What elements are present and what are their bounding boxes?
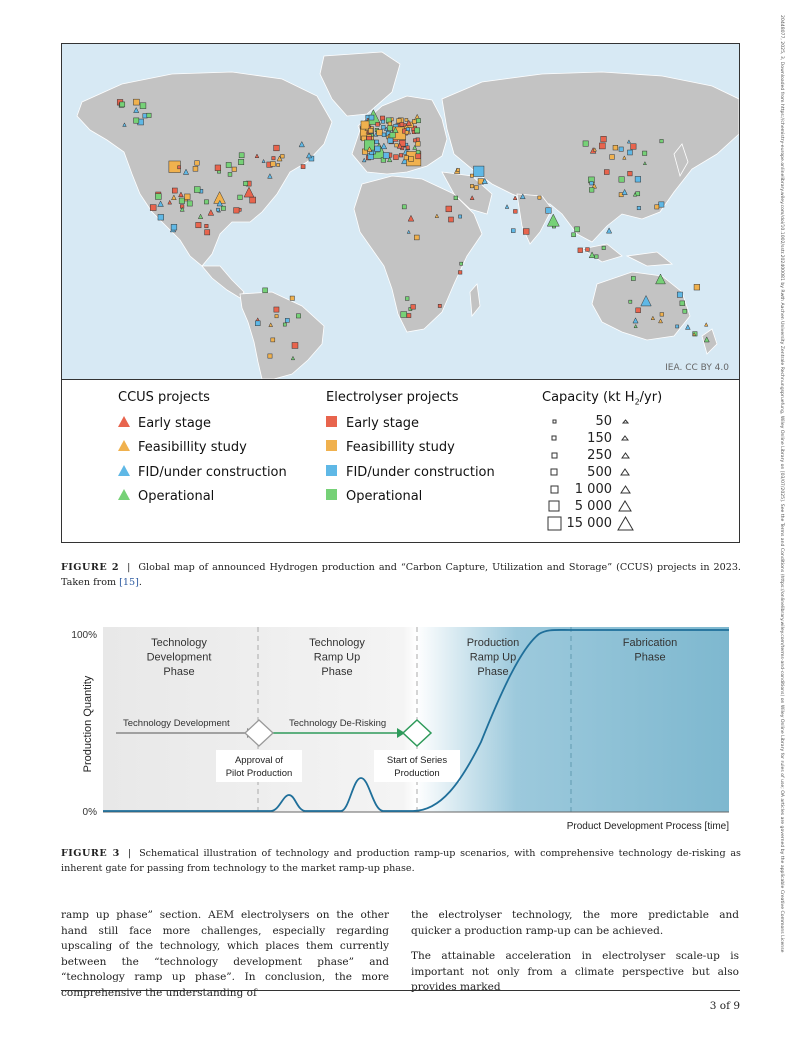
triangle-icon — [612, 500, 638, 512]
electro-legend-feasibility: Feasibillity study — [326, 436, 495, 461]
electrolyser-project-marker — [234, 208, 239, 213]
figure-2-label: FIGURE 2 — [61, 562, 120, 573]
electrolyser-project-marker — [187, 201, 192, 206]
electrolyser-project-marker — [448, 217, 453, 222]
square-icon — [542, 435, 566, 441]
electrolyser-project-marker — [660, 139, 663, 142]
capacity-row — [542, 498, 662, 515]
square-icon — [542, 452, 566, 459]
electrolyser-project-marker — [158, 214, 164, 220]
capacity-legend — [542, 390, 662, 532]
electrolyser-project-marker — [610, 155, 615, 160]
electrolyser-project-marker — [274, 145, 280, 151]
electrolyser-project-marker — [546, 208, 552, 214]
download-notice — [766, 15, 790, 1035]
electrolyser-project-marker — [292, 342, 298, 348]
electrolyser-project-marker — [406, 146, 409, 149]
electrolyser-project-marker — [513, 209, 517, 213]
electrolyser-project-marker — [683, 309, 687, 313]
capacity-row — [542, 464, 662, 481]
capacity-value: 500 — [587, 464, 612, 480]
electrolyser-project-marker — [601, 136, 607, 142]
electrolyser-project-marker — [277, 163, 280, 166]
figure-3-caption-text: Schematical illustration of technology and production ramp-up scenarios, with comprehensive technology de-risking as inherent gate for passing from technology to the market ramp-up phase. — [61, 848, 741, 874]
figure-2 — [61, 43, 740, 543]
square-icon — [326, 416, 340, 431]
ccus-legend-title: CCUS projects — [118, 390, 210, 405]
gate1-line1: Approval of — [234, 755, 284, 766]
triangle-icon — [118, 416, 132, 431]
electrolyser-project-marker — [629, 300, 632, 303]
electrolyser-project-marker — [361, 121, 369, 129]
gate1-line2: Pilot Production — [225, 768, 293, 779]
electrolyser-project-marker — [368, 128, 373, 133]
electrolyser-project-marker — [637, 206, 640, 209]
arrow-label-technology-derisking: Technology De-Risking — [289, 718, 387, 729]
electrolyser-project-marker — [590, 181, 594, 185]
map-credit: IEA. CC BY 4.0 — [665, 363, 729, 373]
electrolyser-project-marker — [655, 205, 659, 209]
electrolyser-project-marker — [216, 208, 219, 211]
electrolyser-project-marker — [239, 153, 244, 158]
electrolyser-project-marker — [250, 197, 256, 203]
electrolyser-project-marker — [382, 133, 386, 137]
triangle-icon — [612, 419, 638, 424]
electrolyser-project-marker — [642, 151, 646, 155]
ramp-up-diagram — [61, 612, 740, 837]
electrolyser-project-marker — [381, 120, 384, 123]
electrolyser-project-marker — [586, 248, 590, 252]
triangle-icon — [118, 440, 132, 455]
electrolyser-project-marker — [204, 200, 208, 204]
electrolyser-project-marker — [399, 154, 403, 158]
electrolyser-project-marker — [133, 99, 139, 105]
capacity-value: 50 — [595, 413, 612, 429]
triangle-icon — [612, 452, 638, 459]
electrolyser-project-marker — [589, 188, 594, 193]
electrolyser-project-marker — [413, 139, 416, 142]
electrolyser-project-marker — [255, 321, 260, 326]
electrolyser-project-marker — [172, 188, 177, 193]
electrolyser-project-marker — [511, 229, 515, 233]
electrolyser-project-marker — [613, 145, 618, 150]
phase-label: Development — [146, 651, 212, 664]
ccus-legend-early: Early stage — [118, 411, 287, 436]
electrolyser-project-marker — [140, 103, 146, 109]
electrolyser-project-marker — [411, 305, 416, 310]
electrolyser-project-marker — [271, 162, 276, 167]
square-icon — [542, 419, 566, 424]
body-column-right — [411, 908, 739, 1006]
body-column-left — [61, 908, 389, 1012]
electrolyser-project-marker — [635, 176, 641, 182]
triangle-icon — [118, 489, 132, 504]
y-axis-top: 100% — [71, 630, 97, 641]
electrolyser-project-marker — [414, 235, 419, 240]
square-icon — [542, 468, 566, 476]
electrolyser-project-marker — [381, 125, 385, 129]
world-map-graphic — [62, 44, 739, 379]
electrolyser-project-marker — [405, 118, 408, 121]
electrolyser-project-marker — [243, 181, 247, 185]
electrolyser-project-marker — [538, 196, 541, 199]
electrolyser-project-marker — [238, 159, 243, 164]
phase-label: Phase — [321, 666, 353, 678]
electrolyser-project-marker — [677, 292, 682, 297]
electrolyser-project-marker — [388, 138, 393, 143]
electrolyser-project-marker — [523, 229, 529, 235]
capacity-value: 15 000 — [566, 515, 612, 531]
electrolyser-project-marker — [458, 271, 462, 275]
electrolyser-project-marker — [457, 168, 460, 171]
electrolyser-project-marker — [660, 313, 664, 317]
triangle-icon — [612, 435, 638, 441]
electrolyser-project-marker — [369, 115, 374, 120]
electro-legend-early: Early stage — [326, 411, 495, 436]
square-icon — [542, 500, 566, 512]
electrolyser-project-marker — [416, 150, 420, 154]
y-axis-label: Production Quantity — [82, 675, 94, 773]
capacity-row — [542, 430, 662, 447]
electrolyser-project-marker — [134, 118, 139, 123]
triangle-icon — [612, 485, 638, 494]
electrolyser-project-marker — [268, 354, 272, 358]
ccus-legend-fid: FID/under construction — [118, 460, 287, 485]
electrolyser-project-marker — [694, 284, 700, 290]
electrolyser-project-marker — [619, 147, 623, 151]
electrolyser-project-marker — [383, 153, 389, 159]
electrolyser-project-marker — [575, 227, 580, 232]
electrolyser-project-marker — [470, 184, 473, 187]
electrolyser-project-marker — [604, 170, 609, 175]
square-icon — [326, 489, 340, 504]
electrolyser-project-marker — [395, 143, 399, 147]
electrolyser-project-marker — [680, 301, 685, 306]
electrolyser-project-marker — [636, 308, 641, 313]
electrolyser-project-marker — [415, 128, 420, 133]
electrolyser-project-marker — [271, 338, 275, 342]
body-paragraph: The attainable acceleration in electrolyser scale-up is important not only from a climate perspective but also provides marked — [411, 950, 739, 994]
reference-link-15[interactable]: [15] — [119, 577, 139, 588]
electrolyser-project-marker — [375, 140, 379, 144]
phase-label: Fabrication — [622, 637, 678, 649]
electrolyser-project-marker — [388, 126, 393, 131]
phase-label: Phase — [163, 666, 195, 678]
electrolyser-project-marker — [196, 222, 201, 227]
phase-label: Ramp Up — [313, 651, 361, 664]
square-icon — [542, 485, 566, 494]
electrolyser-project-marker — [380, 116, 384, 120]
electrolyser-project-marker — [194, 187, 200, 193]
electrolyser-project-marker — [185, 194, 191, 200]
electrolyser-project-marker — [179, 198, 184, 203]
phase-label: Phase — [477, 666, 509, 678]
electrolyser-project-marker — [283, 323, 286, 326]
electrolyser-project-marker — [205, 230, 210, 235]
electrolyser-project-marker — [281, 154, 285, 158]
electrolyser-project-marker — [628, 171, 633, 176]
electrolyser-project-marker — [150, 205, 156, 211]
electrolyser-project-marker — [595, 255, 599, 259]
arrow-label-technology-development: Technology Development — [123, 718, 230, 729]
electrolyser-project-marker — [572, 233, 576, 237]
triangle-icon — [118, 465, 132, 480]
gate2-line2: Production — [394, 768, 440, 779]
electrolyser-project-marker — [401, 312, 407, 318]
electrolyser-project-marker — [195, 161, 200, 166]
electrolyser-project-marker — [676, 325, 679, 328]
capacity-value: 150 — [587, 430, 612, 446]
capacity-value: 250 — [587, 447, 612, 463]
phase-label: Technology — [151, 637, 207, 649]
electrolyser-project-marker — [274, 307, 279, 312]
electrolyser-project-marker — [438, 304, 441, 307]
footer-rule — [61, 990, 740, 991]
electrolyser-project-marker — [470, 174, 473, 177]
map-legend — [62, 379, 739, 543]
electrolyser-project-marker — [406, 128, 409, 131]
triangle-icon — [612, 516, 638, 531]
electrolyser-project-marker — [221, 206, 225, 210]
electrolyser-project-marker — [583, 141, 588, 146]
electrolyser-project-marker — [296, 314, 300, 318]
ccus-legend — [118, 390, 287, 509]
figure-3-label: FIGURE 3 — [61, 848, 120, 859]
electrolyser-project-marker — [405, 131, 408, 134]
electrolyser-project-marker — [178, 166, 181, 169]
electrolyser-project-marker — [416, 154, 421, 159]
electrolyser-project-marker — [400, 122, 404, 126]
page-number: 3 of 9 — [709, 1000, 740, 1012]
electrolyser-project-marker — [599, 143, 605, 149]
capacity-scale — [542, 413, 662, 532]
electrolyser-project-marker — [228, 172, 232, 176]
electrolyser-project-marker — [232, 167, 236, 171]
electrolyser-project-marker — [215, 165, 221, 171]
electrolyser-project-marker — [631, 276, 635, 280]
download-notice-text: 20448077, 2025, 3, Downloaded from https://chemistry-europe.onlinelibrary.wiley.com/doi/10.1002/sstr.202400081 by Rwth Aachen University Zentrale Rechnungspruefung, Wiley Online Library on [03/07/2025]. See the Terms and Conditions (https://onlinelibrary.wiley.com/terms-and-conditions) on Wiley Online Library for rules of use; OA articles are governed by the applicable Creative Commons License — [779, 15, 784, 953]
electrolyser-legend-title: Electrolyser projects — [326, 390, 459, 405]
electrolyser-project-marker — [275, 315, 278, 318]
electrolyser-project-marker — [405, 297, 409, 301]
electrolyser-project-marker — [171, 224, 177, 230]
electrolyser-project-marker — [377, 130, 383, 136]
electrolyser-project-marker — [376, 122, 380, 126]
electrolyser-project-marker — [619, 177, 624, 182]
ccus-legend-feasibility: Feasibillity study — [118, 436, 287, 461]
electro-legend-fid: FID/under construction — [326, 460, 495, 485]
electrolyser-project-marker — [390, 133, 395, 138]
phase-label: Technology — [309, 637, 365, 649]
electrolyser-project-marker — [631, 144, 637, 150]
electrolyser-project-marker — [301, 165, 305, 169]
capacity-row — [542, 515, 662, 532]
square-icon — [326, 465, 340, 480]
electrolyser-project-marker — [388, 122, 392, 126]
figure-3-caption: FIGURE 3 | Schematical illustration of technology and production ramp-up scenarios, with comprehensive technology de-risking as inherent gate for passing from technology to the market ramp-up phase. — [61, 848, 741, 874]
electrolyser-project-marker — [409, 157, 414, 162]
phase-label: Ramp Up — [469, 651, 517, 664]
figure-2-caption: FIGURE 2 | Global map of announced Hydrogen production and “Carbon Capture, Utilization and Storage” (CCUS) projects in 2023. Taken from [15]. — [61, 562, 741, 588]
electrolyser-project-marker — [602, 246, 605, 249]
phase-label: Phase — [634, 651, 666, 664]
capacity-row — [542, 447, 662, 464]
triangle-icon — [612, 468, 638, 476]
electrolyser-project-marker — [147, 113, 151, 117]
capacity-row — [542, 413, 662, 430]
gate2-line1: Start of Series — [386, 755, 448, 766]
electrolyser-project-marker — [407, 314, 411, 318]
electrolyser-project-marker — [474, 166, 484, 176]
electrolyser-project-marker — [226, 162, 231, 167]
electrolyser-project-marker — [627, 150, 632, 155]
electrolyser-project-marker — [460, 262, 463, 265]
square-icon — [326, 440, 340, 455]
electrolyser-project-marker — [402, 205, 406, 209]
electrolyser-project-marker — [285, 318, 289, 322]
capacity-legend-title: Capacity (kt $H_2/yr$) — [542, 390, 663, 407]
world-map — [62, 44, 739, 379]
body-paragraph: the electrolyser technology, the more predictable and quicker a production ramp-up can be achieved. — [411, 909, 739, 937]
phase-label: Production — [466, 637, 520, 649]
electrolyser-project-marker — [238, 195, 243, 200]
body-paragraph: ramp up phase” section. AEM electrolysers on the other hand still face more challenges, especially regarding upscaling of the technology, which places them currently between the “technology development phase” and “technology ramp up phase”. In conclusion, the more comprehensive the understanding of — [61, 909, 389, 999]
electrolyser-project-marker — [446, 206, 452, 212]
electrolyser-project-marker — [659, 202, 664, 207]
electrolyser-project-marker — [155, 194, 161, 200]
electrolyser-project-marker — [394, 155, 399, 160]
electro-legend-operational: Operational — [326, 485, 495, 510]
capacity-value: 5 000 — [574, 498, 612, 514]
electrolyser-project-marker — [375, 146, 381, 152]
electrolyser-project-marker — [404, 156, 408, 160]
electrolyser-project-marker — [412, 120, 416, 124]
figure-3 — [61, 612, 740, 837]
electrolyser-project-marker — [474, 186, 478, 190]
y-axis-bottom: 0% — [82, 807, 97, 818]
x-axis-label: Product Development Process [time] — [566, 821, 729, 832]
electrolyser-project-marker — [416, 119, 420, 123]
capacity-value: 1 000 — [574, 481, 612, 497]
electrolyser-project-marker — [290, 296, 294, 300]
square-icon — [542, 516, 566, 531]
electrolyser-project-marker — [454, 196, 458, 200]
electrolyser-project-marker — [459, 215, 462, 218]
capacity-row — [542, 481, 662, 498]
ccus-legend-operational: Operational — [118, 485, 287, 510]
electrolyser-legend — [326, 390, 495, 509]
figure-2-caption-text: Global map of announced Hydrogen production and “Carbon Capture, Utilization and Storage” (CCUS) projects in 2023. Taken from — [61, 562, 741, 588]
electrolyser-project-marker — [193, 166, 198, 171]
electrolyser-project-marker — [272, 156, 275, 159]
electrolyser-project-marker — [120, 102, 125, 107]
electrolyser-project-marker — [205, 224, 208, 227]
electrolyser-project-marker — [263, 288, 268, 293]
electrolyser-project-marker — [578, 248, 583, 253]
